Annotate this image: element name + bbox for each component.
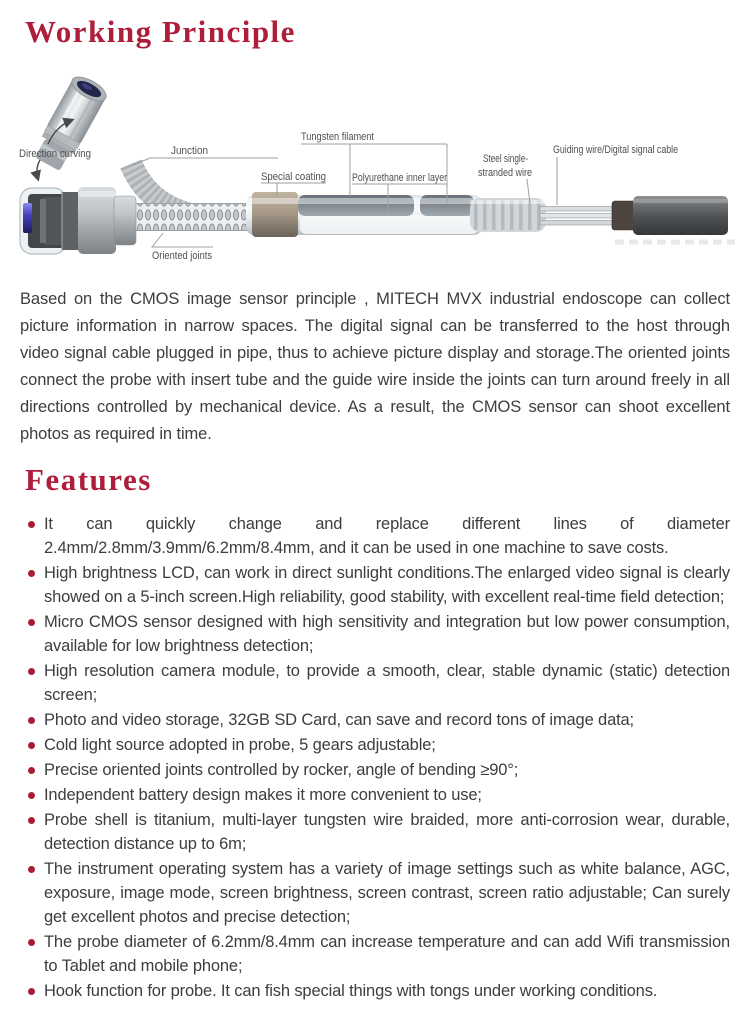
features-list — [20, 512, 730, 1003]
feature-item: Micro CMOS sensor designed with high sensitivity and integration but low power consumption, available for low brightness detection; — [20, 610, 730, 658]
feature-item: It can quickly change and replace different lines of diameter 2.4mm/2.8mm/3.9mm/6.2mm/8.4mm, and it can be used in one machine to save costs. — [20, 512, 730, 560]
camera-lens — [23, 203, 32, 233]
working-principle-title: Working Principle — [25, 14, 296, 49]
feature-item: High brightness LCD, can work in direct sunlight conditions.The enlarged video signal is clearly showed on a 5-inch screen.High reliability, good stability, with excellent real-time field detection; — [20, 561, 730, 609]
label-steel-wire-line1: Steel single- — [483, 153, 529, 165]
feature-item: Photo and video storage, 32GB SD Card, can save and record tons of image data; — [20, 708, 730, 732]
feature-item: Probe shell is titanium, multi-layer tungsten wire braided, more anti-corrosion wear, durable, detection distance up to 6m; — [20, 808, 730, 856]
steel-coil — [470, 198, 546, 232]
feature-item: Cold light source adopted in probe, 5 gears adjustable; — [20, 733, 730, 757]
working-principle-paragraph: Based on the CMOS image sensor principle , MITECH MVX industrial endoscope can collect picture information in narrow spaces. The digital signal can be transferred to the host through video signal cable plugged in pipe, thus to achieve picture display and storage.The oriented joints connect the probe with insert tube and the guide wire inside the joints can turn around freely in all directions controlled by mechanical device. As a result, the CMOS sensor can shoot excellent photos as required in time. — [20, 290, 730, 443]
feature-item: High resolution camera module, to provide a smooth, clear, stable dynamic (static) detection screen; — [20, 659, 730, 707]
feature-item: Precise oriented joints controlled by rocker, angle of bending ≥90°; — [20, 758, 730, 782]
label-guiding-wire: Guiding wire/Digital signal cable — [553, 144, 678, 156]
feature-item: The instrument operating system has a variety of image settings such as white balance, AGC, exposure, image mode, screen brightness, screen contrast, screen ratio adjustable; Can surely get excellent photos and precise detection; — [20, 857, 730, 929]
curve-down-arrow-icon — [37, 160, 40, 179]
guiding-wires — [540, 207, 618, 226]
label-junction: Junction — [171, 145, 208, 157]
features-title: Features — [25, 462, 152, 497]
label-oriented-joints: Oriented joints — [152, 250, 213, 262]
feature-item: Hook function for probe. It can fish special things with tongs under working conditions. — [20, 979, 730, 1003]
oriented-joints-tube — [126, 203, 252, 231]
label-polyurethane-inner-layer: Polyurethane inner layer — [352, 172, 448, 184]
label-tungsten-filament: Tungsten filament — [301, 131, 374, 143]
label-direction-curving: Direction curving — [19, 148, 91, 160]
feature-item: The probe diameter of 6.2mm/8.4mm can increase temperature and can add Wifi transmission to Tablet and mobile phone; — [20, 930, 730, 978]
probe-head — [20, 187, 136, 254]
signal-cable — [612, 196, 735, 242]
feature-item: Independent battery design makes it more convenient to use; — [20, 783, 730, 807]
label-special-coating: Special coating — [261, 171, 326, 183]
endoscope-probe-diagram — [0, 68, 750, 280]
label-steel-wire-line2: stranded wire — [478, 167, 532, 179]
